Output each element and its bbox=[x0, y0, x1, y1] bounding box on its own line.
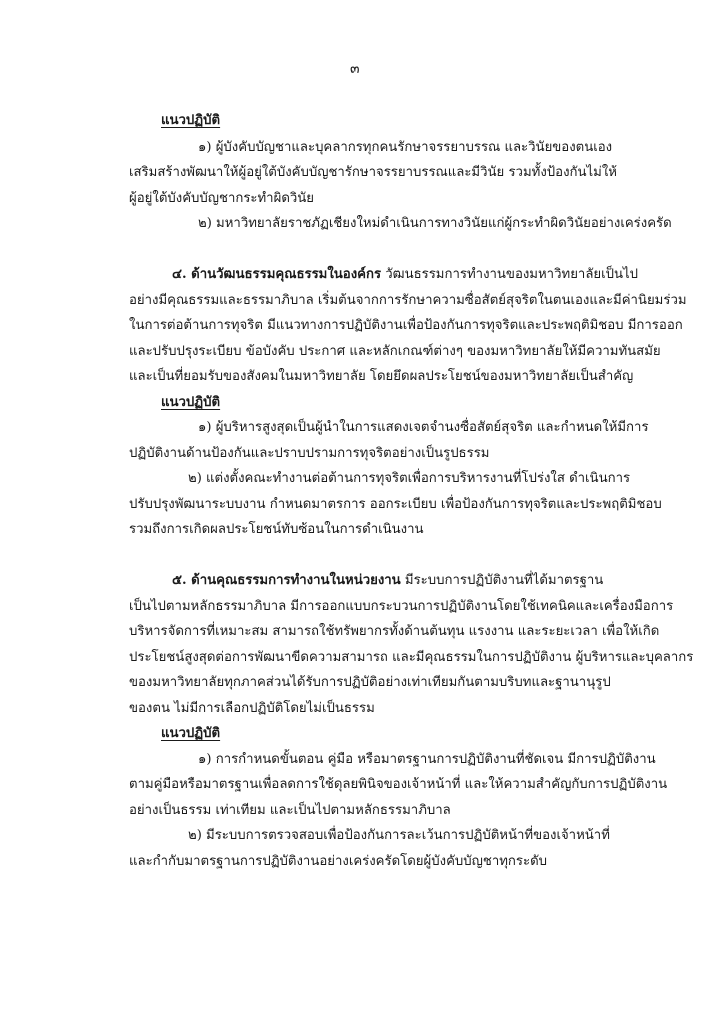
section-4-line3: ในการต่อต้านการทุจริต มีแนวทางการปฏิบัติงานเพื่อป้องกันการทุจริตและประพฤติมิชอบ มีการออก bbox=[129, 318, 683, 333]
section-4-paragraph-line1 bbox=[172, 266, 638, 284]
section-4-heading: แนวปฏิบัติ bbox=[161, 395, 221, 410]
section-a-item2-line1: ๒) มหาวิทยาลัยราชภัฏเชียงใหม่ดำเนินการทางวินัยแก่ผู้กระทำผิดวินัยอย่างเคร่งครัด bbox=[198, 216, 672, 231]
section-5-paragraph-line1 bbox=[172, 572, 603, 590]
section-a-item1-line2: เสริมสร้างพัฒนาให้ผู้อยู่ใต้บังคับบัญชารักษาจรรยาบรรณและมีวินัย รวมทั้งป้องกันไม่ให้ bbox=[129, 165, 617, 180]
section-5-heading: แนวปฏิบัติ bbox=[161, 726, 221, 741]
section-4-item2-line2: ปรับปรุงพัฒนาระบบงาน กำหนดมาตรการ ออกระเบียบ เพื่อป้องกันการทุจริตและประพฤติมิชอบ bbox=[129, 497, 662, 512]
section-4-line2: อย่างมีคุณธรรมและธรรมาภิบาล เริ่มต้นจากการรักษาความซื่อสัตย์สุจริตในตนเองและมีค่านิยมร่วม bbox=[129, 293, 687, 308]
section-4-line1-text: วัฒนธรรมการทำงานของมหาวิทยาลัยเป็นไป bbox=[381, 267, 639, 282]
section-4-title: ๔. ด้านวัฒนธรรมคุณธรรมในองค์กร bbox=[172, 267, 382, 282]
section-5-line1-text: มีระบบการปฏิบัติงานที่ได้มาตรฐาน bbox=[400, 573, 604, 588]
section-4-line4: และปรับปรุงระเบียบ ข้อบังคับ ประกาศ และหลักเกณฑ์ต่างๆ ของมหาวิทยาลัยให้มีความทันสมัย bbox=[129, 344, 661, 359]
section-5-line2: เป็นไปตามหลักธรรมาภิบาล มีการออกแบบกระบวนการปฏิบัติงานโดยใช้เทคนิคและเครื่องมือการ bbox=[129, 599, 674, 614]
section-4-item1-line2: ปฏิบัติงานด้านป้องกันและปราบปรามการทุจริตอย่างเป็นรูปธรรม bbox=[129, 446, 490, 461]
section-4-item2-line3: รวมถึงการเกิดผลประโยชน์ทับซ้อนในการดำเนินงาน bbox=[129, 522, 424, 537]
section-5-line6: ของตน ไม่มีการเลือกปฏิบัติโดยไม่เป็นธรรม bbox=[129, 701, 375, 716]
section-5-item2-line2: และกำกับมาตรฐานการปฏิบัติงานอย่างเคร่งครัดโดยผู้บังคับบัญชาทุกระดับ bbox=[129, 854, 548, 869]
section-5-item1-line2: ตามคู่มือหรือมาตรฐานเพื่อลดการใช้ดุลยพินิจของเจ้าหน้าที่ และให้ความสำคัญกับการปฏิบัติงาน bbox=[129, 777, 668, 792]
section-4-item1-line1: ๑) ผู้บริหารสูงสุดเป็นผู้นำในการแสดงเจตจำนงซื่อสัตย์สุจริต และกำหนดให้มีการ bbox=[198, 420, 649, 435]
section-5-line3: บริหารจัดการที่เหมาะสม สามารถใช้ทรัพยากรทั้งด้านต้นทุน แรงงาน และระยะเวลา เพื่อให้เกิด bbox=[129, 624, 660, 639]
page-number: ๓ bbox=[350, 61, 360, 77]
section-5-item1-line1: ๑) การกำหนดขั้นตอน คู่มือ หรือมาตรฐานการปฏิบัติงานที่ชัดเจน มีการปฏิบัติงาน bbox=[198, 752, 656, 767]
section-a-item1-line3: ผู้อยู่ใต้บังคับบัญชากระทำผิดวินัย bbox=[129, 191, 315, 206]
section-5-line5: ของมหาวิทยาลัยทุกภาคส่วนได้รับการปฏิบัติอย่างเท่าเทียมกันตามบริบทและฐานานุรูป bbox=[129, 675, 611, 690]
section-5-item2-line1: ๒) มีระบบการตรวจสอบเพื่อป้องกันการละเว้นการปฏิบัติหน้าที่ของเจ้าหน้าที่ bbox=[188, 828, 610, 843]
section-a-item1-line1: ๑) ผู้บังคับบัญชาและบุคลากรทุกคนรักษาจรรยาบรรณ และวินัยของตนเอง bbox=[198, 140, 613, 155]
section-a-heading: แนวปฏิบัติ bbox=[161, 113, 221, 128]
section-5-title: ๕. ด้านคุณธรรมการทำงานในหน่วยงาน bbox=[172, 573, 401, 588]
section-5-line4: ประโยชน์สูงสุดต่อการพัฒนาขีดความสามารถ และมีคุณธรรมในการปฏิบัติงาน ผู้บริหารและบุคลากร bbox=[129, 650, 694, 665]
section-4-item2-line1: ๒) แต่งตั้งคณะทำงานต่อต้านการทุจริตเพื่อการบริหารงานที่โปร่งใส ดำเนินการ bbox=[188, 471, 631, 486]
section-4-line5: และเป็นที่ยอมรับของสังคมในมหาวิทยาลัย โดยยึดผลประโยชน์ของมหาวิทยาลัยเป็นสำคัญ bbox=[129, 369, 634, 384]
section-5-item1-line3: อย่างเป็นธรรม เท่าเทียม และเป็นไปตามหลักธรรมาภิบาล bbox=[129, 803, 451, 818]
